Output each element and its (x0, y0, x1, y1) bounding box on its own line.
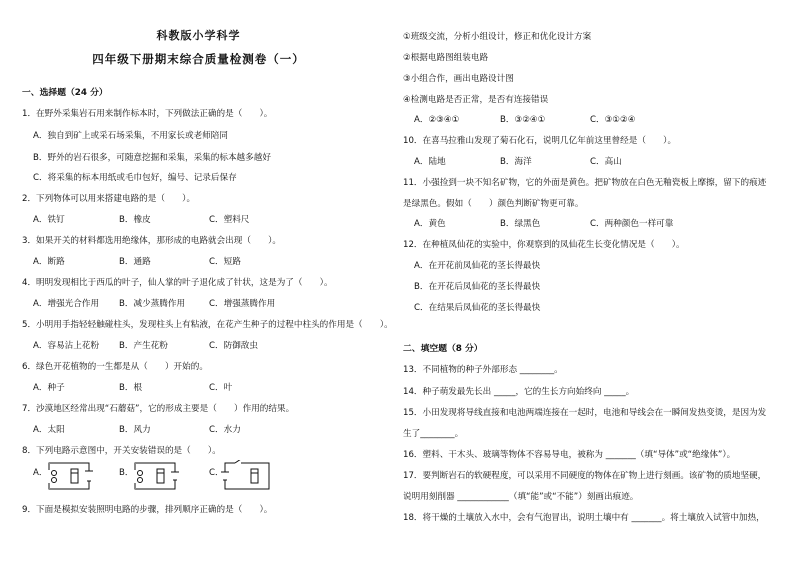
q7-option-b: B．风力 (119, 425, 151, 435)
question-4: 4．明明发现相比于西瓜的叶子，仙人掌的叶子退化成了针状，这是为了（ ）。 (22, 278, 333, 288)
section-title-choice: 一、选择题（24 分） (22, 88, 108, 98)
q7-option-a: A．太阳 (33, 425, 65, 435)
q11-option-c: C．两种颜色一样可靠 (590, 219, 674, 229)
q6-option-a: A．种子 (33, 383, 65, 393)
question-15-cont: 生了________。 (403, 429, 464, 439)
q6-option-b: B．根 (119, 383, 143, 393)
exam-title: 科教版小学科学 (156, 29, 241, 42)
q10-option-a: A．陆地 (414, 157, 446, 167)
q9-option-a: A．②③④① (414, 115, 460, 125)
question-13: 13．不同植物的种子外部形态 ________。 (403, 365, 563, 375)
question-18: 18．将干燥的土壤放入水中，会有气泡冒出，说明土壤中有 _______。将土壤放入试管中加热， (403, 513, 765, 523)
step-1: ①班级交流，分析小组设计，修正和优化设计方案 (403, 32, 592, 42)
q9-option-c: C．③①②④ (590, 115, 636, 125)
q4-option-b: B．减少蒸腾作用 (119, 299, 186, 309)
question-10: 10．在喜马拉雅山发现了菊石化石，说明几亿年前这里曾经是（ ）。 (403, 136, 677, 146)
q12-option-c: C．在结果后凤仙花的茎长得最快 (414, 303, 541, 313)
circuit-diagram-c (221, 460, 275, 492)
question-17: 17．要判断岩石的软硬程度，可以采用不同硬度的物体在矿物上进行刻画。该矿物的质地坚硬， (403, 471, 767, 481)
question-17-cont: 说明用刻削器 ____________（填“能”或“不能”）刻画出痕迹。 (403, 492, 639, 502)
q8-option-a: A． (33, 468, 48, 478)
question-15: 15．小田发现将导线直接和电池两端连接在一起时，电池和导线会在一瞬间发热变烫，是因为发 (403, 408, 767, 418)
question-7: 7．沙漠地区经常出现“石蘑菇”，它的形成主要是（ ）作用的结果。 (22, 404, 295, 414)
q5-option-a: A．容易沾上花粉 (33, 341, 100, 351)
q3-option-c: C．短路 (209, 257, 241, 267)
circuit-diagram-b (131, 460, 179, 492)
question-2: 2．下列物体可以用来搭建电路的是（ ）。 (22, 194, 196, 204)
q3-option-b: B．通路 (119, 257, 151, 267)
q5-option-c: C．防御敌虫 (209, 341, 258, 351)
q1-option-c: C．将采集的标本用纸或毛巾包好，编号、记录后保存 (33, 173, 237, 183)
q6-option-c: C．叶 (209, 383, 233, 393)
exam-subtitle: 四年级下册期末综合质量检测卷（一） (92, 52, 305, 66)
question-3: 3．如果开关的材料都选用绝缘体，那形成的电路就会出现（ ）。 (22, 236, 281, 246)
q11-option-a: A．黄色 (414, 219, 446, 229)
q4-option-c: C．增强蒸腾作用 (209, 299, 276, 309)
question-9: 9．下面是模拟安装照明电路的步骤，排列顺序正确的是（ ）。 (22, 505, 273, 515)
q2-option-b: B．橡皮 (119, 215, 151, 225)
q2-option-a: A．铁钉 (33, 215, 65, 225)
q1-option-a: A．独自到矿上或采石场采集，不用家长或老师陪同 (33, 131, 228, 141)
step-4: ④检测电路是否正常，是否有连接错误 (403, 95, 549, 105)
q12-option-b: B．在开花后凤仙花的茎长得最快 (414, 282, 541, 292)
q1-option-b: B．野外的岩石很多，可随意挖掘和采集，采集的标本越多越好 (33, 153, 271, 163)
step-3: ③小组合作，画出电路设计图 (403, 74, 514, 84)
q10-option-c: C．高山 (590, 157, 622, 167)
question-12: 12．在种植凤仙花的实验中，你观察到的凤仙花生长变化情况是（ ）。 (403, 240, 685, 250)
step-2: ②根据电路图组装电路 (403, 53, 489, 63)
question-14: 14．种子萌发最先长出 _____，它的生长方向始终向 _____。 (403, 387, 635, 397)
q8-option-b: B． (119, 468, 134, 478)
question-8: 8．下列电路示意图中，开关安装错误的是（ ）。 (22, 446, 221, 456)
question-5: 5．小明用手指轻轻触碰柱头，发现柱头上有粘液，在花产生种子的过程中柱头的作用是（ ）。 (22, 320, 393, 330)
q7-option-c: C．水力 (209, 425, 241, 435)
section-title-fill: 二、填空题（8 分） (403, 344, 483, 354)
circuit-diagram-a (45, 460, 93, 492)
q11-option-b: B．绿黑色 (500, 219, 541, 229)
q12-option-a: A．在开花前凤仙花的茎长得最快 (414, 261, 541, 271)
question-1: 1．在野外采集岩石用来制作标本时，下列做法正确的是（ ）。 (22, 109, 273, 119)
question-16: 16．塑料、干木头、玻璃等物体不容易导电，被称为 _______（填“导体”或“绝缘体”）。 (403, 450, 736, 460)
q8-option-c: C． (209, 468, 224, 478)
q5-option-b: B．产生花粉 (119, 341, 168, 351)
q10-option-b: B．海洋 (500, 157, 532, 167)
question-11: 11．小强捡到一块不知名矿物，它的外面是黄色。把矿物放在白色无釉瓷板上摩擦，留下的痕迹 (403, 178, 767, 188)
q9-option-b: B．③②④① (500, 115, 546, 125)
q2-option-c: C．塑料尺 (209, 215, 250, 225)
q3-option-a: A．断路 (33, 257, 65, 267)
question-11-cont: 是绿黑色。假如（ ）颜色判断矿物更可靠。 (403, 199, 584, 209)
q8-options (33, 462, 353, 496)
question-6: 6．绿色开花植物的一生都是从（ ）开始的。 (22, 362, 208, 372)
q4-option-a: A．增强光合作用 (33, 299, 100, 309)
